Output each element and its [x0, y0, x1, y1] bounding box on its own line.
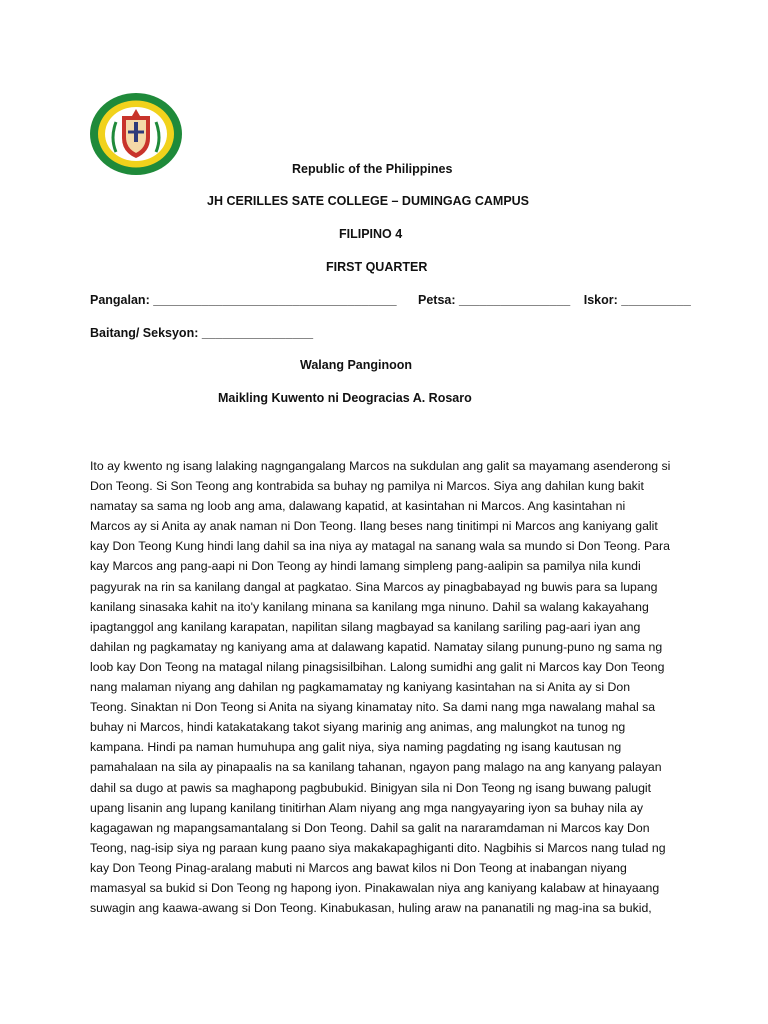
paragraph-line: upang lisanin ang lupang kanilang tinitirhan Alam niyang ang mga nangyayaring iyon sa buhay nila ay: [90, 800, 644, 815]
paragraph-line: nang malaman niyang ang dahilan ng pagkamamatay ng kaniyang kasintahan na si Anita ay si Don: [90, 680, 631, 695]
header-quarter: FIRST QUARTER: [326, 260, 428, 274]
paragraph-line: kagagawan ng mapangsamantalang si Don Teong. Dahil sa galit na nararamdaman ni Marcos kay Don: [90, 820, 650, 835]
paragraph-line: pamahalaan na sila ay pinapaalis na sa kanilang tahanan, ngayon pang malago na ang kanyang palayan: [90, 760, 662, 775]
paragraph-line: kay Marcos ang pang-aapi ni Don Teong ay hindi lamang simpleng pang-aalipin sa pamilya nila kundi: [90, 559, 641, 574]
header-subject: FILIPINO 4: [339, 227, 403, 241]
paragraph-line: buhay ni Marcos, hindi katakatakang takot siyang marinig ang animas, ang malungkot na tunog ng: [90, 720, 626, 735]
paragraph-line: ipagtanggol ang kanilang karapatan, napilitan silang magbayad sa kanilang sariling pag-aari iyan ang: [90, 619, 641, 634]
paragraph-line: namatay sa sama ng loob ang ama, dalawang kapatid, at kasintahan ni Marcos. Ang kasintahan ni: [90, 499, 626, 514]
paragraph-line: Ito ay kwento ng isang lalaking nagngangalang Marcos na sukdulan ang galit sa mayamang asenderong si: [90, 459, 671, 473]
paragraph-line: pagyurak na rin sa kanilang dangal at pagkatao. Sina Marcos ay pinagbabayad ng buwis para sa lupang: [90, 579, 658, 594]
paragraph-line: mamasyal sa bukid si Don Teong ng hapong iyon. Pinakawalan niya ang kaniyang kalabaw at hinayaang: [90, 880, 660, 895]
paragraph-line: suwagin ang kaawa-awang si Don Teong. Kinabukasan, huling araw na pananatili ng mag-ina sa bukid,: [90, 901, 652, 916]
section-field[interactable]: Baitang/ Seksyon: ________________: [90, 326, 314, 340]
paragraph-line: Marcos ay si Anita ay anak naman ni Don Teong. Ilang beses nang tinitimpi ni Marcos ang kaniyang galit: [90, 519, 658, 534]
paragraph-line: loob kay Don Teong na matagal nilang pinagsisilbihan. Lalong sumidhi ang galit ni Marcos kay Don Teong: [90, 659, 665, 674]
paragraph-line: kay Don Teong Kung hindi lang dahil sa ina niya ay matagal na sanang wala sa mundo si Don Teong. Para: [90, 539, 670, 554]
paragraph-line: kay Don Teong Pinag-aralang mabuti ni Marcos ang bawat kilos ni Don Teong at inabangan niyang: [90, 860, 627, 875]
header-college-name: JH CERILLES SATE COLLEGE – DUMINGAG CAMPUS: [207, 194, 530, 208]
college-seal-logo: [88, 92, 184, 176]
story-summary-paragraph: [90, 456, 682, 918]
student-info-row: [90, 293, 691, 307]
score-field[interactable]: Iskor: __________: [583, 293, 691, 307]
header-republic: Republic of the Philippines: [292, 162, 453, 176]
paragraph-line: Teong. Sinaktan ni Don Teong si Anita na siyang kinamatay nito. Sa dami nang mga nawalang mahal sa: [90, 700, 656, 715]
paragraph-line: Teong, nag-isip siya ng paraan kung paano siya makakapaghiganti dito. Nagbihis si Marcos nang tulad ng: [90, 840, 666, 855]
paragraph-line: kanilang sinasaka kahit na ito'y kanilang minana sa kanilang mga ninuno. Dahil sa walang kakayahang: [90, 599, 649, 614]
name-field[interactable]: Pangalan: ___________________________________: [90, 293, 397, 307]
section-row: [90, 326, 313, 340]
paragraph-line: kampana. Hindi pa naman humuhupa ang galit niya, siya naming pagdating ng isang kautusan ng: [90, 740, 622, 755]
story-title: Walang Panginoon: [300, 358, 413, 372]
story-subtitle: Maikling Kuwento ni Deogracias A. Rosaro: [218, 391, 472, 405]
paragraph-line: dahil sa dugo at pawis sa maghapong pagbubukid. Binigyan sila ni Don Teong ng isang buwang palugit: [90, 780, 652, 795]
paragraph-line: dahilan ng pagkamatay ng kaniyang ama at dalawang kapatid. Namatay silang punung-puno ng sama ng: [90, 639, 663, 654]
paragraph-line: Don Teong. Si Son Teong ang kontrabida sa buhay ng pamilya ni Marcos. Siya ang dahilan kung bakit: [90, 479, 644, 494]
date-field[interactable]: Petsa: ________________: [418, 293, 571, 307]
